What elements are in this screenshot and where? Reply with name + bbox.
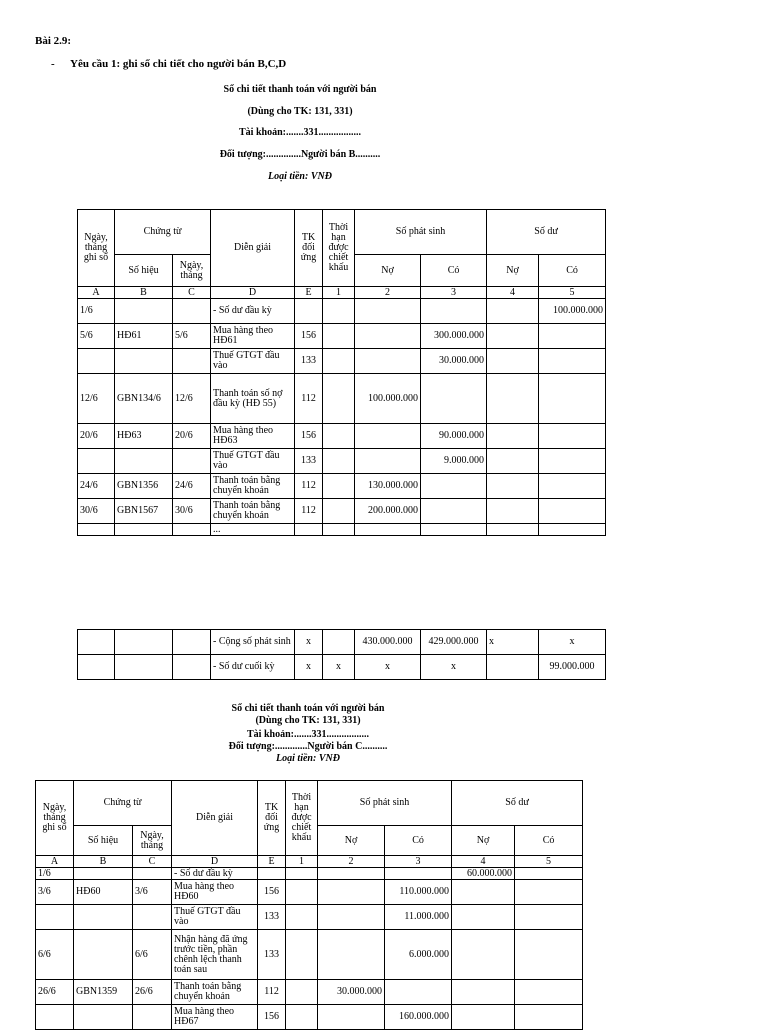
- voucher-date-cell: 5/6: [173, 324, 211, 349]
- date-cell: [78, 524, 115, 536]
- account-cell: 156: [295, 424, 323, 449]
- code-cell: B: [74, 856, 133, 868]
- term-cell: [323, 449, 355, 474]
- term-cell: [286, 880, 318, 905]
- date-cell: 12/6: [78, 374, 115, 424]
- header-account: TK đối ứng: [258, 781, 286, 856]
- term-cell: [323, 349, 355, 374]
- debit-cell: [355, 449, 421, 474]
- header-account: TK đối ứng: [295, 210, 323, 287]
- balance-debit-cell: [452, 880, 515, 905]
- balance-credit-cell: [539, 474, 606, 499]
- description-cell: Nhận hàng đã ứng trước tiền, phần chênh lệch thanh toán sau: [172, 930, 258, 980]
- debit-cell: [318, 1005, 385, 1030]
- date-cell: 5/6: [78, 324, 115, 349]
- table-row: [36, 980, 583, 1005]
- term-cell: [323, 474, 355, 499]
- debit-cell: 100.000.000: [355, 374, 421, 424]
- account-cell: [295, 524, 323, 536]
- balance-debit-cell: [487, 424, 539, 449]
- balance-credit-cell: [539, 349, 606, 374]
- date-cell: 3/6: [36, 880, 74, 905]
- credit-cell: [385, 980, 452, 1005]
- voucher-no-cell: HĐ63: [115, 424, 173, 449]
- code-cell: E: [295, 287, 323, 299]
- voucher-date-cell: [173, 449, 211, 474]
- term-cell: [323, 324, 355, 349]
- ledger-b-table: [77, 209, 606, 536]
- voucher-date-cell: [173, 630, 211, 655]
- code-cell: 1: [286, 856, 318, 868]
- account-cell: x: [295, 630, 323, 655]
- code-cell: 3: [385, 856, 452, 868]
- balance-credit-cell: [539, 499, 606, 524]
- balance-credit-cell: [515, 905, 583, 930]
- balance-debit-cell: [487, 474, 539, 499]
- voucher-no-cell: GBN134/6: [115, 374, 173, 424]
- ledger-b-subtitle: (Dùng cho TK: 131, 331): [247, 106, 353, 117]
- description-cell: Thuế GTGT đầu vào: [211, 349, 295, 374]
- credit-cell: [385, 868, 452, 880]
- balance-debit-cell: [452, 905, 515, 930]
- table-row: [78, 424, 606, 449]
- credit-cell: 11.000.000: [385, 905, 452, 930]
- requirement-text: Yêu cầu 1: ghi sổ chi tiết cho người bán B,C,D: [70, 58, 287, 70]
- code-cell: C: [173, 287, 211, 299]
- table-row: [78, 449, 606, 474]
- code-cell: E: [258, 856, 286, 868]
- voucher-no-cell: HĐ60: [74, 880, 133, 905]
- credit-cell: 110.000.000: [385, 880, 452, 905]
- header-balance-credit: Có: [539, 255, 606, 287]
- header-voucher-no: Số hiệu: [115, 255, 173, 287]
- date-cell: [78, 349, 115, 374]
- header-voucher-date: Ngày, tháng: [133, 826, 172, 856]
- term-cell: [286, 980, 318, 1005]
- code-cell: A: [78, 287, 115, 299]
- account-cell: 156: [258, 1005, 286, 1030]
- term-cell: [323, 374, 355, 424]
- description-cell: Thanh toán bằng chuyển khoản: [211, 474, 295, 499]
- voucher-no-cell: [115, 630, 173, 655]
- date-cell: [78, 449, 115, 474]
- term-cell: [286, 868, 318, 880]
- credit-cell: 90.000.000: [421, 424, 487, 449]
- balance-debit-cell: [452, 930, 515, 980]
- code-cell: 2: [318, 856, 385, 868]
- date-cell: [36, 1005, 74, 1030]
- date-cell: 6/6: [36, 930, 74, 980]
- account-cell: [295, 299, 323, 324]
- date-cell: [36, 905, 74, 930]
- voucher-date-cell: [173, 524, 211, 536]
- header-arising-credit: Có: [421, 255, 487, 287]
- header-arising-debit: Nợ: [355, 255, 421, 287]
- description-cell: - Số dư cuối kỳ: [211, 655, 295, 680]
- date-cell: [78, 630, 115, 655]
- debit-cell: x: [355, 655, 421, 680]
- debit-cell: [355, 424, 421, 449]
- credit-cell: 300.000.000: [421, 324, 487, 349]
- code-cell: C: [133, 856, 172, 868]
- balance-credit-cell: [515, 980, 583, 1005]
- credit-cell: 30.000.000: [421, 349, 487, 374]
- header-balance-credit: Có: [515, 826, 583, 856]
- table-row: [78, 630, 606, 655]
- term-cell: [323, 299, 355, 324]
- account-cell: 156: [258, 880, 286, 905]
- table-row: [36, 880, 583, 905]
- voucher-date-cell: [173, 655, 211, 680]
- voucher-no-cell: HĐ61: [115, 324, 173, 349]
- header-description: Diễn giải: [211, 210, 295, 287]
- debit-cell: 200.000.000: [355, 499, 421, 524]
- code-cell: D: [172, 856, 258, 868]
- balance-debit-cell: [452, 980, 515, 1005]
- voucher-date-cell: 3/6: [133, 880, 172, 905]
- header-balance-debit: Nợ: [452, 826, 515, 856]
- debit-cell: [318, 930, 385, 980]
- balance-debit-cell: [487, 324, 539, 349]
- voucher-no-cell: [115, 524, 173, 536]
- ledger-c-object: Đối tượng:.............Người bán C..........: [228, 741, 388, 752]
- table-row: [78, 474, 606, 499]
- code-cell: 3: [421, 287, 487, 299]
- debit-cell: 130.000.000: [355, 474, 421, 499]
- header-voucher: Chứng từ: [115, 210, 211, 255]
- header-voucher-date: Ngày, tháng: [173, 255, 211, 287]
- balance-debit-cell: [487, 524, 539, 536]
- account-cell: 112: [258, 980, 286, 1005]
- balance-credit-cell: [539, 449, 606, 474]
- term-cell: x: [323, 655, 355, 680]
- table-row: [78, 374, 606, 424]
- date-cell: 24/6: [78, 474, 115, 499]
- code-cell: 1: [323, 287, 355, 299]
- term-cell: [323, 424, 355, 449]
- table-row: [36, 930, 583, 980]
- balance-credit-cell: [515, 930, 583, 980]
- balance-credit-cell: x: [539, 630, 606, 655]
- voucher-date-cell: 24/6: [173, 474, 211, 499]
- account-cell: 112: [295, 474, 323, 499]
- credit-cell: [421, 374, 487, 424]
- code-cell: B: [115, 287, 173, 299]
- header-term: Thời hạn được chiết khấu: [286, 781, 318, 856]
- ledger-b-currency: Loại tiền: VNĐ: [268, 171, 332, 182]
- debit-cell: [318, 905, 385, 930]
- date-cell: 20/6: [78, 424, 115, 449]
- header-balance: Số dư: [487, 210, 606, 255]
- requirement-bullet: -: [51, 58, 55, 70]
- voucher-date-cell: [133, 1005, 172, 1030]
- balance-debit-cell: [452, 1005, 515, 1030]
- voucher-date-cell: [173, 299, 211, 324]
- debit-cell: [318, 880, 385, 905]
- description-cell: Mua hàng theo HĐ61: [211, 324, 295, 349]
- code-cell: D: [211, 287, 295, 299]
- description-cell: - Số dư đầu kỳ: [211, 299, 295, 324]
- ledger-c-currency: Loại tiền: VNĐ: [276, 753, 340, 764]
- date-cell: 1/6: [78, 299, 115, 324]
- account-cell: 133: [295, 349, 323, 374]
- voucher-no-cell: [115, 299, 173, 324]
- voucher-date-cell: 30/6: [173, 499, 211, 524]
- term-cell: [286, 930, 318, 980]
- credit-cell: [421, 474, 487, 499]
- term-cell: [323, 524, 355, 536]
- debit-cell: [355, 299, 421, 324]
- voucher-no-cell: GBN1567: [115, 499, 173, 524]
- date-cell: 30/6: [78, 499, 115, 524]
- account-cell: 112: [295, 374, 323, 424]
- balance-debit-cell: [487, 374, 539, 424]
- header-arising: Số phát sinh: [355, 210, 487, 255]
- account-cell: x: [295, 655, 323, 680]
- header-balance-debit: Nợ: [487, 255, 539, 287]
- header-arising: Số phát sinh: [318, 781, 452, 826]
- voucher-no-cell: GBN1356: [115, 474, 173, 499]
- credit-cell: [421, 524, 487, 536]
- voucher-no-cell: [115, 349, 173, 374]
- description-cell: - Số dư đầu kỳ: [172, 868, 258, 880]
- table-row: [78, 349, 606, 374]
- header-voucher: Chứng từ: [74, 781, 172, 826]
- account-cell: 112: [295, 499, 323, 524]
- table-row: [36, 1005, 583, 1030]
- column-code-row: [36, 856, 583, 868]
- term-cell: [286, 1005, 318, 1030]
- debit-cell: [318, 868, 385, 880]
- voucher-no-cell: [74, 1005, 133, 1030]
- voucher-date-cell: 6/6: [133, 930, 172, 980]
- date-cell: 1/6: [36, 868, 74, 880]
- header-voucher-no: Số hiệu: [74, 826, 133, 856]
- table-row: [78, 299, 606, 324]
- credit-cell: 9.000.000: [421, 449, 487, 474]
- column-code-row: [78, 287, 606, 299]
- description-cell: Thuế GTGT đầu vào: [172, 905, 258, 930]
- date-cell: [78, 655, 115, 680]
- header-balance: Số dư: [452, 781, 583, 826]
- header-date: Ngày, tháng ghi sổ: [36, 781, 74, 856]
- account-cell: 156: [295, 324, 323, 349]
- voucher-no-cell: [115, 449, 173, 474]
- ledger-c-account: Tài khoản:.......331.................: [247, 729, 369, 740]
- balance-credit-cell: [539, 424, 606, 449]
- code-cell: 2: [355, 287, 421, 299]
- balance-credit-cell: [539, 324, 606, 349]
- table-row: [78, 524, 606, 536]
- ledger-c-title: Sổ chi tiết thanh toán với người bán: [231, 703, 385, 714]
- voucher-date-cell: 26/6: [133, 980, 172, 1005]
- code-cell: 5: [539, 287, 606, 299]
- description-cell: Thanh toán bằng chuyển khoản: [172, 980, 258, 1005]
- balance-credit-cell: 100.000.000: [539, 299, 606, 324]
- balance-credit-cell: [515, 880, 583, 905]
- date-cell: 26/6: [36, 980, 74, 1005]
- table-row: [36, 868, 583, 880]
- description-cell: Thuế GTGT đầu vào: [211, 449, 295, 474]
- voucher-no-cell: [74, 905, 133, 930]
- header-term: Thời hạn được chiết khấu: [323, 210, 355, 287]
- header-description: Diễn giải: [172, 781, 258, 856]
- credit-cell: x: [421, 655, 487, 680]
- account-cell: 133: [258, 905, 286, 930]
- debit-cell: [355, 324, 421, 349]
- voucher-date-cell: [133, 905, 172, 930]
- ledger-b-summary-table: [77, 629, 606, 680]
- voucher-no-cell: [115, 655, 173, 680]
- balance-debit-cell: [487, 655, 539, 680]
- credit-cell: [421, 499, 487, 524]
- table-row: [36, 905, 583, 930]
- code-cell: A: [36, 856, 74, 868]
- voucher-date-cell: 20/6: [173, 424, 211, 449]
- ledger-c-subtitle: (Dùng cho TK: 131, 331): [255, 715, 361, 726]
- voucher-date-cell: [173, 349, 211, 374]
- balance-credit-cell: [539, 524, 606, 536]
- debit-cell: 30.000.000: [318, 980, 385, 1005]
- table-row: [78, 499, 606, 524]
- balance-debit-cell: [487, 349, 539, 374]
- term-cell: [323, 499, 355, 524]
- exercise-title: Bài 2.9:: [35, 35, 72, 47]
- term-cell: [323, 630, 355, 655]
- debit-cell: [355, 349, 421, 374]
- description-cell: Mua hàng theo HĐ60: [172, 880, 258, 905]
- header-arising-credit: Có: [385, 826, 452, 856]
- balance-credit-cell: 99.000.000: [539, 655, 606, 680]
- balance-debit-cell: x: [487, 630, 539, 655]
- balance-credit-cell: [515, 1005, 583, 1030]
- code-cell: 4: [452, 856, 515, 868]
- voucher-date-cell: 12/6: [173, 374, 211, 424]
- term-cell: [286, 905, 318, 930]
- description-cell: Mua hàng theo HĐ63: [211, 424, 295, 449]
- header-date: Ngày, tháng ghi sổ: [78, 210, 115, 287]
- code-cell: 5: [515, 856, 583, 868]
- balance-debit-cell: 60.000.000: [452, 868, 515, 880]
- balance-credit-cell: [515, 868, 583, 880]
- debit-cell: [355, 524, 421, 536]
- balance-debit-cell: [487, 499, 539, 524]
- description-cell: - Cộng số phát sinh: [211, 630, 295, 655]
- ledger-c-table: [35, 780, 583, 1030]
- table-row: [78, 655, 606, 680]
- code-cell: 4: [487, 287, 539, 299]
- account-cell: [258, 868, 286, 880]
- credit-cell: 160.000.000: [385, 1005, 452, 1030]
- description-cell: Mua hàng theo HĐ67: [172, 1005, 258, 1030]
- voucher-no-cell: [74, 930, 133, 980]
- description-cell: Thanh toán bằng chuyển khoản: [211, 499, 295, 524]
- account-cell: 133: [258, 930, 286, 980]
- debit-cell: 430.000.000: [355, 630, 421, 655]
- description-cell: Thanh toán số nợ đầu kỳ (HĐ 55): [211, 374, 295, 424]
- balance-debit-cell: [487, 449, 539, 474]
- credit-cell: 6.000.000: [385, 930, 452, 980]
- header-arising-debit: Nợ: [318, 826, 385, 856]
- voucher-no-cell: [74, 868, 133, 880]
- balance-debit-cell: [487, 299, 539, 324]
- voucher-no-cell: GBN1359: [74, 980, 133, 1005]
- description-cell: ...: [211, 524, 295, 536]
- account-cell: 133: [295, 449, 323, 474]
- ledger-b-object: Đối tượng:..............Người bán B..........: [219, 149, 381, 160]
- table-row: [78, 324, 606, 349]
- balance-credit-cell: [539, 374, 606, 424]
- credit-cell: [421, 299, 487, 324]
- voucher-date-cell: [133, 868, 172, 880]
- credit-cell: 429.000.000: [421, 630, 487, 655]
- ledger-b-title: Sổ chi tiết thanh toán với người bán: [223, 84, 377, 95]
- ledger-b-account: Tài khoản:.......331.................: [239, 127, 361, 138]
